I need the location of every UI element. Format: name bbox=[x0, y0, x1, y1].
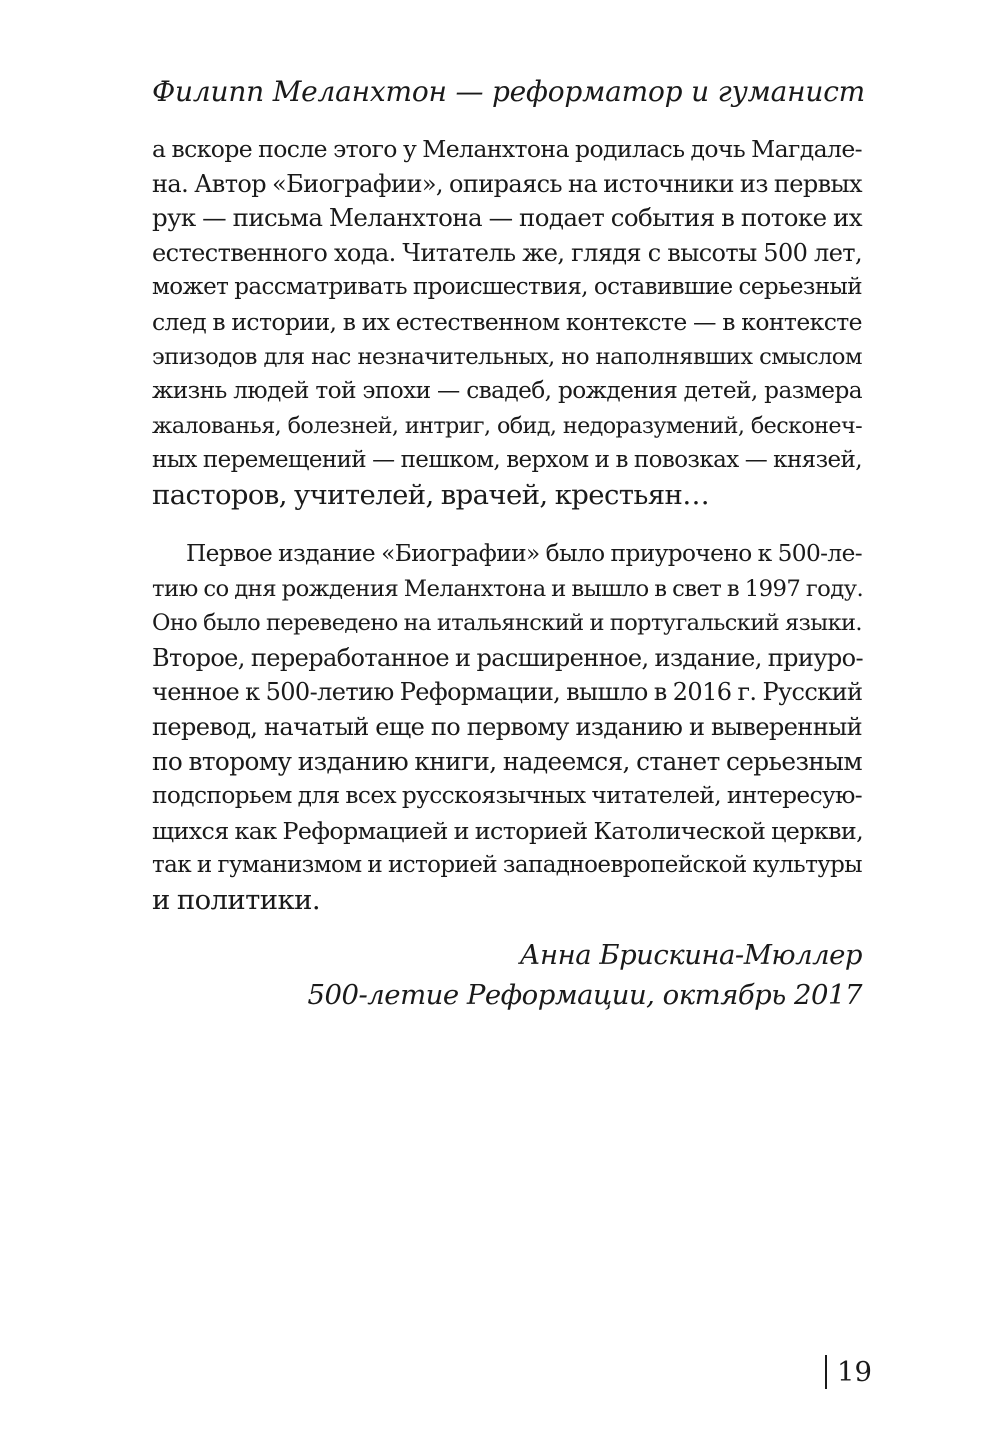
text-line: Оно было переведено на итальянский и португальский языки. bbox=[152, 610, 862, 637]
text-line: подспорьем для всех русскоязычных читателей, интересую- bbox=[152, 782, 862, 810]
text-line: естественного хода. Читатель же, глядя с высоты 500 лет, bbox=[152, 238, 862, 267]
text-line: а вскоре после этого у Меланхтона родилась дочь Магдале- bbox=[152, 135, 862, 163]
folio-divider bbox=[825, 1355, 827, 1389]
text-line: ных перемещений — пешком, верхом и в повозках — князей, bbox=[152, 447, 862, 474]
text-line: Второе, переработанное и расширенное, издание, приуро- bbox=[152, 643, 863, 672]
text-line: на. Автор «Биографии», опираясь на источники из первых bbox=[152, 169, 862, 198]
text-line: эпизодов для нас незначительных, но наполнявших смыслом bbox=[152, 343, 862, 370]
text-line: так и гуманизмом и историей западноевропейской культуры bbox=[152, 852, 862, 879]
text-line: может рассматривать происшествия, оставившие серьезный bbox=[152, 274, 862, 301]
text-line: тию со дня рождения Меланхтона и вышло в свет в 1997 году. bbox=[152, 575, 864, 602]
running-header: Филипп Меланхтон — реформатор и гуманист bbox=[152, 75, 866, 108]
text-line: след в истории, в их естественном контексте — в контексте bbox=[152, 307, 862, 336]
signature-dateline: 500-летие Реформации, октябрь 2017 bbox=[307, 979, 862, 1011]
page-folio bbox=[825, 1353, 872, 1391]
text-line: по второму изданию книги, надеемся, станет серьезным bbox=[152, 746, 862, 776]
text-line: перевод, начатый еще по первому изданию и выверенный bbox=[152, 712, 862, 741]
text-line: жалованья, болезней, интриг, обид, недоразумений, бесконеч- bbox=[152, 412, 862, 439]
paragraph-1 bbox=[152, 132, 862, 513]
signature-author: Анна Брискина-Мюллер bbox=[519, 939, 862, 971]
text-line: ченное к 500-летию Реформации, вышло в 2016 г. Русский bbox=[152, 678, 863, 707]
text-line: щихся как Реформацией и историей Католической церкви, bbox=[152, 816, 864, 845]
signature-block bbox=[308, 935, 862, 1015]
text-line: жизнь людей той эпохи — свадеб, рождения детей, размера bbox=[152, 377, 862, 405]
page-number: 19 bbox=[837, 1356, 872, 1388]
text-line: и политики. bbox=[152, 883, 320, 916]
text-line: Первое издание «Биографии» было приурочено к 500-ле- bbox=[186, 540, 862, 567]
paragraph-2 bbox=[152, 537, 862, 918]
text-line: рук — письма Меланхтона — подает события в потоке их bbox=[152, 203, 862, 233]
text-line: пасторов, учителей, врачей, крестьян… bbox=[152, 478, 710, 511]
